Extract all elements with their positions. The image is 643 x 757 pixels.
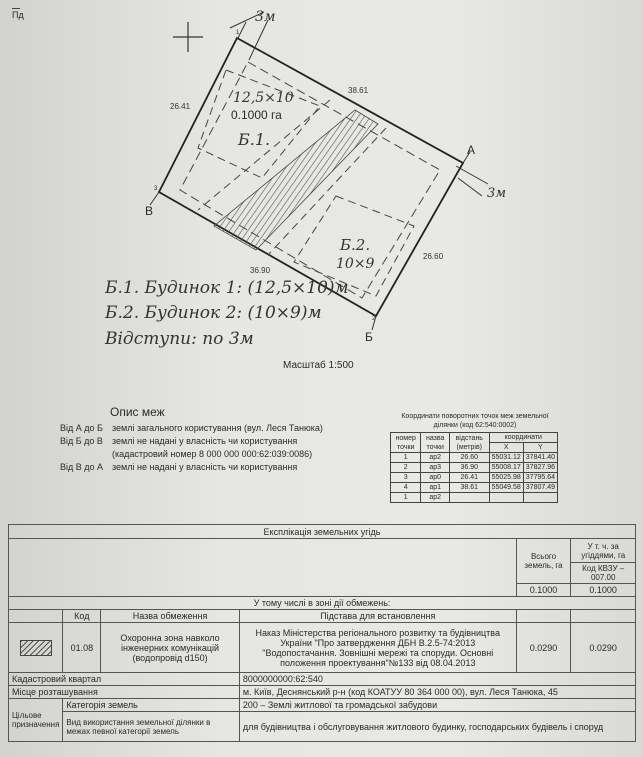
building-1-label: Б.1. [238, 130, 271, 149]
table-cell: 55025.98 [489, 473, 523, 483]
table-cell: 37827.96 [523, 463, 557, 473]
table-cell: 37841.40 [523, 453, 557, 463]
boundary-text: землі не надані у власність чи користування [112, 436, 298, 446]
boundary-text: землі загального користування (вул. Леся Танюка) [112, 423, 323, 433]
corner-mark: Пд [12, 10, 24, 20]
agri-head: У т. ч. за угіддями, га [571, 539, 636, 563]
boundary-text: (кадастровий номер 8 000 000 000:62:039:0086) [112, 449, 313, 459]
col-code-head: Код [63, 610, 101, 623]
use-label: Вид використання земельної ділянки в межах певної категорії земель [63, 712, 239, 742]
table-cell: ар1 [421, 483, 450, 493]
boundary-list [60, 422, 323, 474]
table-cell: 36.90 [449, 463, 489, 473]
blank-cell [9, 610, 63, 623]
table-cell: 1 [391, 493, 421, 503]
table-cell: 55049.58 [489, 483, 523, 493]
table-cell: 3 [391, 473, 421, 483]
scale-label: Масштаб 1:500 [283, 360, 354, 371]
location-label: Місце розташування [9, 686, 240, 699]
table-cell: 38.61 [449, 483, 489, 493]
table-cell: 4 [391, 483, 421, 493]
boundary-from: Від А до Б [60, 423, 103, 433]
setback-top-label: 3м [255, 9, 276, 25]
boundary-from: Від В до А [60, 462, 104, 472]
blank-cell [571, 610, 636, 623]
restriction-name: Охоронна зона навколо інженерних комунікацій (водопровід d150) [101, 623, 240, 673]
restriction-area-2: 0.0290 [571, 623, 636, 673]
crosshair-mark [173, 22, 203, 52]
table-cell [489, 493, 523, 503]
use-value: для будівництва і обслуговування житлового будинку, господарських будівель і споруд [239, 712, 635, 742]
blank-cell [516, 610, 571, 623]
legend-building-1: Б.1. Будинок 1: (12,5×10)м [105, 278, 349, 298]
col-head: відстань (метрів) [449, 433, 489, 453]
table-row [391, 453, 558, 463]
kvzu-head: Код КВЗУ – 007.00 [571, 563, 636, 584]
col-name-head: Назва обмеження [101, 610, 240, 623]
col-basis-head: Підстава для встановлення [239, 610, 516, 623]
dim-tick [456, 166, 488, 184]
coordinates-table [390, 432, 558, 503]
legend-setbacks: Відступи: по 3м [105, 329, 254, 349]
parcel-area: 0.1000 га [231, 108, 282, 122]
table-cell [449, 493, 489, 503]
col-head-x: X [489, 443, 523, 453]
side-length-va: 26.41 [170, 102, 191, 111]
point-number-1: 1 [236, 30, 240, 36]
side-length-ab: 26.60 [423, 252, 444, 261]
boundary-text: землі не надані у власність чи користування [112, 462, 298, 472]
zone-title: У тому числі в зоні дії обмежень: [9, 597, 636, 610]
hatch-swatch [20, 640, 52, 656]
table-cell: 26.60 [449, 453, 489, 463]
table-row [391, 463, 558, 473]
table-cell: 37807.49 [523, 483, 557, 493]
col-head: назва точки [421, 433, 450, 453]
location-value: м. Київ, Деснянський р-н (код КОАТУУ 80 364 000 00), вул. Леся Танюка, 45 [239, 686, 635, 699]
coords-title-line: Координати поворотних точок меж земельної [401, 413, 549, 420]
table-row [391, 483, 558, 493]
total-head: Всього земель, га [516, 539, 571, 584]
table-cell: ар3 [421, 463, 450, 473]
boundary-row [60, 422, 323, 435]
table-row [391, 473, 558, 483]
agri-value: 0.1000 [571, 584, 636, 597]
side-length-bv: 36.90 [250, 266, 271, 275]
legend-building-2: Б.2. Будинок 2: (10×9)м [105, 303, 322, 323]
boundary-from: Від Б до В [60, 436, 103, 446]
boundary-row [60, 435, 323, 448]
point-a-label: А [467, 143, 476, 157]
table-cell: 37795.64 [523, 473, 557, 483]
table-row [391, 493, 558, 503]
col-head-y: Y [523, 443, 557, 453]
restriction-area-1: 0.0290 [516, 623, 571, 673]
building-1-size: 12,5×10 [233, 90, 294, 106]
table-cell: ар0 [421, 473, 450, 483]
col-head: координати [489, 433, 557, 443]
table-cell: 2 [391, 463, 421, 473]
hatch-legend-cell [9, 623, 63, 673]
table-cell: ар2 [421, 493, 450, 503]
cadastral-value: 8000000000:62:540 [239, 673, 635, 686]
point-number-2: 2 [372, 316, 376, 322]
setback-right-label: 3м [487, 186, 507, 201]
blank-cell [9, 539, 517, 597]
point-b-label: Б [365, 330, 373, 344]
total-value: 0.1000 [516, 584, 571, 597]
cadastral-label: Кадастровий квартал [9, 673, 240, 686]
purpose-label: Цільове призначення [9, 699, 63, 742]
table-cell [523, 493, 557, 503]
table-cell: 55008.17 [489, 463, 523, 473]
boundary-row [60, 448, 323, 461]
side-length-top: 38.61 [348, 86, 369, 95]
table-cell: 55031.12 [489, 453, 523, 463]
point-v-label: В [145, 204, 154, 218]
dim-line-right [458, 178, 482, 196]
restriction-code: 01.08 [63, 623, 101, 673]
category-label: Категорія земель [63, 699, 239, 712]
table-cell: ар2 [421, 453, 450, 463]
point-number-3: 3 [154, 186, 158, 192]
boundary-title: Опис меж [110, 405, 165, 419]
restriction-basis: Наказ Міністерства регіонального розвитку та будівництва України "Про затвердження ДБН В.2.5-74:2013 "Водопостачання. Зовнішні мережі та споруди. Основні положення проектування"№133 від 08.04.2013 [239, 623, 516, 673]
boundary-row [60, 461, 323, 474]
coords-title [390, 412, 560, 430]
table-cell: 1 [391, 453, 421, 463]
table-cell: 26.41 [449, 473, 489, 483]
explication-table [8, 524, 636, 742]
col-head: номер точки [391, 433, 421, 453]
building-2-size: 10×9 [336, 256, 375, 272]
category-value: 200 – Землі житлової та громадської забудови [239, 699, 635, 712]
coords-title-line: ділянки (код 62:540:0002) [433, 422, 517, 429]
building-2-label: Б.2. [340, 236, 371, 254]
explication-title: Експлікація земельних угідь [9, 525, 636, 539]
